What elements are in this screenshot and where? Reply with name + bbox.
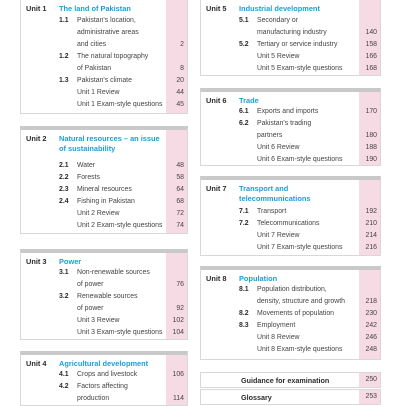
unit-2-section (20, 126, 188, 234)
toc-entry[interactable] (201, 40, 380, 49)
section-number: 1.2 (59, 53, 69, 60)
page-number: 140 (365, 29, 377, 36)
page-number: 104 (172, 329, 184, 336)
toc-entry[interactable] (21, 292, 187, 301)
toc-entry[interactable] (21, 221, 187, 230)
toc-entry[interactable] (21, 161, 187, 170)
page-number: 72 (176, 210, 184, 217)
page-number: 44 (176, 89, 184, 96)
section-number: 8.1 (239, 286, 249, 293)
page-number: 190 (365, 156, 377, 163)
toc-entry[interactable] (21, 328, 187, 337)
section-number: 1.1 (59, 17, 69, 24)
entry-text: Population distribution, (257, 286, 327, 293)
section-number: 7.2 (239, 220, 249, 227)
toc-entry[interactable] (21, 28, 187, 37)
entry-text: administrative areas (77, 29, 139, 36)
entry-text: Pakistan's climate (77, 77, 132, 84)
page-number: 192 (365, 208, 377, 215)
toc-entry[interactable] (201, 285, 380, 294)
section-number: 6.2 (239, 120, 249, 127)
toc-entry[interactable] (201, 143, 380, 152)
toc-entry[interactable] (21, 100, 187, 109)
toc-entry[interactable] (201, 297, 380, 306)
entry-text: and cities (77, 41, 107, 48)
unit-1-section (20, 0, 188, 114)
toc-entry[interactable] (201, 107, 380, 116)
toc-entry[interactable] (201, 64, 380, 73)
page-number: 76 (176, 281, 184, 288)
toc-entry[interactable] (201, 52, 380, 61)
page-number: 253 (365, 393, 377, 400)
entry-text: Unit 2 Exam-style questions (77, 222, 163, 229)
entry-text: Unit 3 Exam-style questions (77, 329, 163, 336)
toc-entry[interactable] (201, 243, 380, 252)
entry-text: Unit 2 Review (77, 210, 120, 217)
page-number: 64 (176, 186, 184, 193)
unit-title: Industrial development (239, 4, 320, 13)
page-number: 2 (180, 41, 184, 48)
section-number: 8.2 (239, 310, 249, 317)
unit-label: Unit 4 (26, 359, 47, 368)
unit-4-section (20, 351, 188, 406)
toc-entry[interactable] (201, 131, 380, 140)
toc-entry[interactable] (201, 309, 380, 318)
page-number: 102 (172, 317, 184, 324)
page-number: 248 (365, 346, 377, 353)
page-number: 58 (176, 174, 184, 181)
page-number: 45 (176, 101, 184, 108)
toc-entry[interactable] (21, 370, 187, 379)
toc-entry[interactable] (21, 16, 187, 25)
page-number: 250 (365, 376, 377, 383)
entry-text: Fishing in Pakistan (77, 198, 135, 205)
page-number: 188 (365, 144, 377, 151)
entry-text: Employment (257, 322, 296, 329)
page-number: 166 (365, 53, 377, 60)
entry-text: Unit 7 Exam-style questions (257, 244, 343, 251)
entry-text: Unit 1 Exam-style questions (77, 101, 163, 108)
section-number: 3.2 (59, 293, 69, 300)
page-number: 158 (365, 41, 377, 48)
toc-entry[interactable] (21, 173, 187, 182)
unit-8-section (200, 266, 381, 360)
entry-text: Movements of population (257, 310, 334, 317)
page-number: 114 (173, 395, 184, 402)
entry-text: Forests (77, 174, 100, 181)
entry-text: Tertiary or service industry (257, 41, 338, 48)
page-number: 180 (365, 132, 377, 139)
entry-text: Pakistan's trading (257, 120, 312, 127)
page-number: 230 (365, 310, 377, 317)
toc-entry[interactable] (201, 345, 380, 354)
toc-entry[interactable] (201, 28, 380, 37)
page-number: 92 (176, 305, 184, 312)
toc-entry[interactable] (201, 207, 380, 216)
entry-text: Unit 5 Exam-style questions (257, 65, 343, 72)
toc-entry[interactable] (201, 119, 380, 128)
entry-text: Non-renewable sources (77, 269, 150, 276)
entry-label: Guidance for examination (241, 376, 330, 385)
unit-label: Unit 5 (206, 4, 227, 13)
unit-title: Trade (239, 96, 259, 105)
entry-text: manufacturing industry (257, 29, 327, 36)
unit-7-section (200, 176, 381, 256)
toc-entry[interactable] (201, 16, 380, 25)
glossary-entry[interactable] (200, 389, 381, 405)
toc-entry[interactable] (21, 394, 187, 403)
entry-text: Water (77, 162, 96, 169)
toc-entry[interactable] (21, 268, 187, 277)
page-number: 216 (365, 244, 377, 251)
page-number: 106 (172, 371, 184, 378)
unit-5-section (200, 0, 381, 76)
toc-entry[interactable] (21, 304, 187, 313)
toc-entry[interactable] (21, 64, 187, 73)
toc-entry[interactable] (21, 382, 187, 391)
entry-text: production (77, 395, 110, 402)
section-number: 4.1 (59, 371, 69, 378)
entry-text: Unit 6 Exam-style questions (257, 156, 343, 163)
page-number: 210 (365, 220, 377, 227)
unit-title: Transport and telecommunications (239, 184, 311, 203)
entry-text: Unit 6 Review (257, 144, 300, 151)
entry-text: Pakistan's location, (77, 17, 136, 24)
page-number: 74 (176, 222, 184, 229)
section-number: 2.2 (59, 174, 69, 181)
page-number: 168 (365, 65, 377, 72)
section-number: 2.1 (59, 162, 69, 169)
section-number: 5.1 (239, 17, 249, 24)
page-number: 218 (365, 298, 377, 305)
page-number: 214 (365, 232, 377, 239)
unit-3-section (20, 249, 188, 340)
entry-text: Telecommunications (257, 220, 320, 227)
toc-entry[interactable] (201, 231, 380, 240)
unit-label: Unit 6 (206, 96, 227, 105)
entry-text: Unit 7 Review (257, 232, 300, 239)
entry-text: Exports and imports (257, 108, 319, 115)
section-number: 4.2 (59, 383, 69, 390)
page-number: 246 (365, 334, 377, 341)
section-number: 3.1 (59, 269, 69, 276)
entry-text: of power (77, 281, 104, 288)
section-number: 2.4 (59, 198, 69, 205)
entry-text: of Pakistan (77, 65, 112, 72)
entry-text: Transport (257, 208, 287, 215)
toc-entry[interactable] (21, 88, 187, 97)
section-number: 7.1 (239, 208, 249, 215)
page-number: 48 (176, 162, 184, 169)
page-number: 20 (176, 77, 184, 84)
entry-text: Mineral resources (77, 186, 132, 193)
entry-label: Glossary (241, 393, 272, 402)
entry-text: partners (257, 132, 283, 139)
toc-entry[interactable] (201, 321, 380, 330)
entry-text: Factors affecting (77, 383, 128, 390)
toc-entry[interactable] (21, 185, 187, 194)
section-number: 1.3 (59, 77, 69, 84)
unit-title: Natural resources – an issue of sustainability (59, 134, 160, 153)
entry-text: The natural topography (77, 53, 149, 60)
unit-title: Population (239, 274, 278, 283)
toc-entry[interactable] (21, 76, 187, 85)
toc-entry[interactable] (21, 209, 187, 218)
toc-entry[interactable] (21, 197, 187, 206)
unit-label: Unit 1 (26, 4, 47, 13)
entry-text: Unit 8 Review (257, 334, 300, 341)
entry-text: Unit 1 Review (77, 89, 120, 96)
entry-text: Secondary or (257, 17, 298, 24)
section-number: 8.3 (239, 322, 249, 329)
unit-6-section (200, 88, 381, 166)
toc-entry[interactable] (21, 40, 187, 49)
section-number: 2.3 (59, 186, 69, 193)
unit-title: The land of Pakistan (59, 4, 131, 13)
toc-entry[interactable] (201, 219, 380, 228)
entry-text: Crops and livestock (77, 371, 138, 378)
unit-title: Power (59, 257, 82, 266)
entry-text: density, structure and growth (257, 298, 345, 305)
page-number: 68 (176, 198, 184, 205)
unit-label: Unit 8 (206, 274, 227, 283)
entry-text: Unit 3 Review (77, 317, 120, 324)
unit-label: Unit 7 (206, 184, 227, 193)
unit-label: Unit 3 (26, 257, 47, 266)
toc-entry[interactable] (21, 316, 187, 325)
entry-text: Renewable sources (77, 293, 138, 300)
toc-entry[interactable] (201, 333, 380, 342)
page-number: 170 (365, 108, 377, 115)
toc-entry[interactable] (21, 280, 187, 289)
toc-entry[interactable] (201, 155, 380, 164)
section-number: 5.2 (239, 41, 249, 48)
unit-label: Unit 2 (26, 134, 47, 143)
toc-entry[interactable] (21, 52, 187, 61)
entry-text: Unit 8 Exam-style questions (257, 346, 343, 353)
entry-text: of power (77, 305, 104, 312)
unit-title: Agricultural development (59, 359, 149, 368)
page-number: 8 (180, 65, 184, 72)
entry-text: Unit 5 Review (257, 53, 300, 60)
page-number: 242 (365, 322, 377, 329)
guidance-entry[interactable] (200, 372, 381, 388)
section-number: 6.1 (239, 108, 249, 115)
